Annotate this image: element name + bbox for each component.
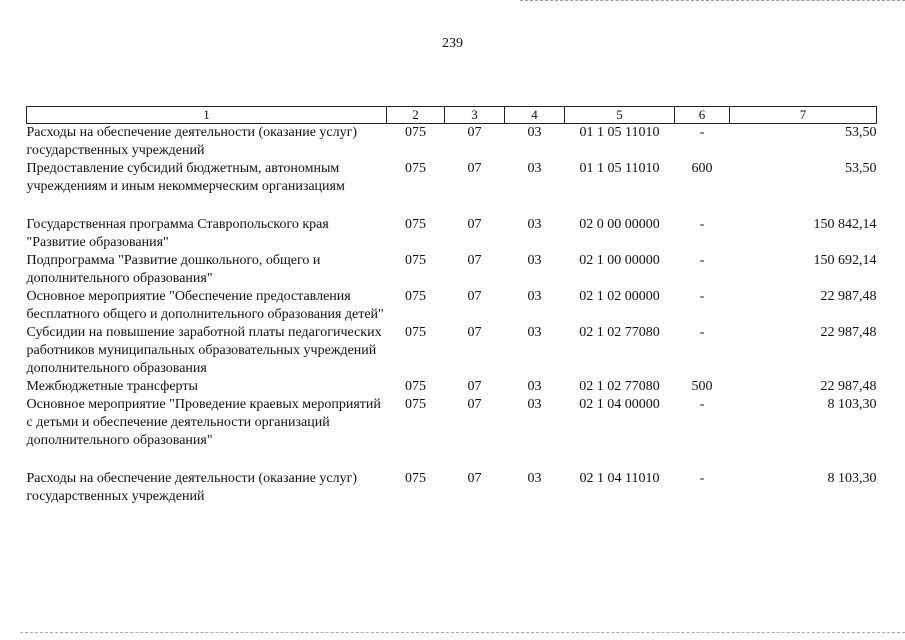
scan-artifact-top (520, 0, 905, 2)
column-header: 2 (387, 107, 445, 124)
amount: 150 842,14 (813, 217, 877, 232)
amount: 53,50 (845, 125, 877, 140)
table-row (27, 160, 877, 196)
amount: 53,50 (845, 161, 877, 176)
item-name: Подпрограмма "Развитие дошкольного, общего и дополнительного образования" (26, 253, 321, 286)
subsection-code: 03 (527, 397, 542, 412)
target-article-code: 02 1 00 00000 (579, 253, 660, 268)
item-name: Расходы на обеспечение деятельности (оказание услуг) государственных учреждений (26, 125, 358, 158)
section-code: 07 (467, 161, 482, 176)
table-row (27, 124, 877, 161)
expense-type-code: - (699, 471, 705, 486)
item-name: Предоставление субсидий бюджетным, автономным учреждениям и иным некоммерческим организациям (26, 161, 345, 194)
section-code: 07 (467, 289, 482, 304)
subsection-code: 03 (527, 471, 542, 486)
item-name: Межбюджетные трансферты (26, 379, 198, 394)
subsection-code: 03 (527, 161, 542, 176)
item-name: Основное мероприятие "Обеспечение предоставления бесплатного общего и дополнительного образования детей" (26, 289, 384, 322)
section-code: 07 (467, 325, 482, 340)
page-number: 239 (442, 36, 463, 51)
ministry-code: 075 (405, 397, 426, 412)
item-name: Субсидии на повышение заработной платы педагогических работников муниципальных образовательных учреждений дополнительного образования (26, 325, 382, 376)
item-name: Основное мероприятие "Проведение краевых мероприятий с детьми и обеспечение деятельности организаций дополнительного образования" (26, 397, 381, 448)
expense-type-code: - (699, 289, 705, 304)
subsection-code: 03 (527, 379, 542, 394)
amount: 150 692,14 (813, 253, 877, 268)
expense-type-code: - (699, 397, 705, 412)
ministry-code: 075 (405, 471, 426, 486)
target-article-code: 01 1 05 11010 (579, 125, 660, 140)
target-article-code: 02 1 04 00000 (579, 397, 660, 412)
expense-type-code: - (699, 217, 705, 232)
table-row (27, 396, 877, 450)
budget-table (26, 106, 877, 506)
target-article-code: 01 1 05 11010 (579, 161, 660, 176)
ministry-code: 075 (405, 325, 426, 340)
section-code: 07 (467, 397, 482, 412)
ministry-code: 075 (405, 253, 426, 268)
target-article-code: 02 1 02 00000 (579, 289, 660, 304)
section-code: 07 (467, 253, 482, 268)
column-header: 7 (730, 107, 877, 124)
item-name: Государственная программа Ставропольского края "Развитие образования" (26, 217, 329, 250)
spacer-row (27, 196, 877, 216)
expense-type-code: - (699, 125, 705, 140)
target-article-code: 02 1 04 11010 (579, 471, 660, 486)
section-code: 07 (467, 125, 482, 140)
column-header: 3 (445, 107, 505, 124)
column-header: 6 (675, 107, 730, 124)
table-row (27, 324, 877, 378)
subsection-code: 03 (527, 289, 542, 304)
ministry-code: 075 (405, 161, 426, 176)
subsection-code: 03 (527, 253, 542, 268)
ministry-code: 075 (405, 217, 426, 232)
item-name: Расходы на обеспечение деятельности (оказание услуг) государственных учреждений (26, 471, 358, 504)
amount: 22 987,48 (820, 379, 877, 394)
subsection-code: 03 (527, 125, 542, 140)
target-article-code: 02 0 00 00000 (579, 217, 660, 232)
table-row (27, 216, 877, 252)
amount: 8 103,30 (827, 397, 877, 412)
ministry-code: 075 (405, 125, 426, 140)
table-row (27, 378, 877, 396)
expense-type-code: - (699, 325, 705, 340)
subsection-code: 03 (527, 325, 542, 340)
column-header: 5 (565, 107, 675, 124)
table-row (27, 470, 877, 506)
expense-type-code: 500 (691, 379, 713, 394)
target-article-code: 02 1 02 77080 (579, 325, 660, 340)
target-article-code: 02 1 02 77080 (579, 379, 660, 394)
spacer-row (27, 450, 877, 470)
amount: 22 987,48 (820, 325, 877, 340)
header-row (27, 107, 877, 124)
column-header: 1 (27, 107, 387, 124)
expense-type-code: - (699, 253, 705, 268)
amount: 8 103,30 (827, 471, 877, 486)
ministry-code: 075 (405, 289, 426, 304)
column-header: 4 (505, 107, 565, 124)
section-code: 07 (467, 471, 482, 486)
scan-artifact-bottom (20, 632, 905, 634)
section-code: 07 (467, 217, 482, 232)
table-row (27, 252, 877, 288)
amount: 22 987,48 (820, 289, 877, 304)
section-code: 07 (467, 379, 482, 394)
ministry-code: 075 (405, 379, 426, 394)
table-row (27, 288, 877, 324)
subsection-code: 03 (527, 217, 542, 232)
expense-type-code: 600 (691, 161, 713, 176)
